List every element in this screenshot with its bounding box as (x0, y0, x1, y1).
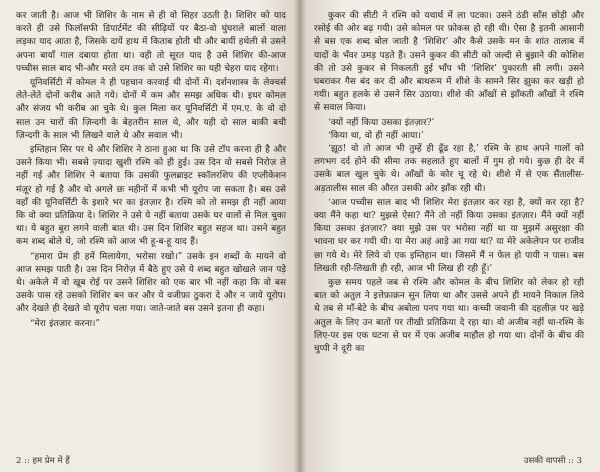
left-paragraph-5: “मेरा इंतज़ार करना।” (30, 318, 100, 329)
left-page-footer: 2 :: हम प्रेम में हैं (16, 456, 70, 466)
left-paragraph-2: यूनिवर्सिटी में कोमल ने ही पहचान करवाई थी दोनों में। दर्शनशास्त्र के लेक्चर्स लेते-लेते दोनों करीब आते गये। दोनों में कम और समझ अधिक थी। इधर कोमल और संजय भी करीब आ चुके थे। कुल मिला कर यूनिवर्सिटी में एम.ए. के वो दो साल उन चारों की ज़िन्दगी के बेहतरीन साल थे, और यही दो साल बाकी बची ज़िन्दगी के साल भी लिखने वाले थे और सवाल भी। (16, 78, 286, 141)
right-paragraph-3: ‘किया था, वो ही नहीं आया।’ (328, 130, 424, 141)
right-paragraph-2: ‘क्यों नहीं किया उसका इंतज़ार?’ (328, 117, 435, 128)
right-paragraph-1: कुकर की सीटी ने रश्मि को यथार्थ में ला पटका। उसने ठंडी साँस छोड़ी और रसोई की ओर बढ़ गयी। उसे कोमल पर फ़ोकस हो रही थी। ऐसा है इतनी आसानी से बस एक शब्द बोल जाती है ‘शिशिर’ और कैसे उसके मन के शांत तालाब में यादों के भँवर उमड़ पड़ते हैं। उसने कुकर की सीटी को जल्दी से बुझाने की कोशिश की तो उसे कुकर से निकलती हुई भाँप भी ‘शिशिर’ पुकारती सी लगी। उसने घबराकर गैस बंद कर दी और बाथरूम में शीशे के सामने सिर झुका कर खड़ी हो गयी। बहुत हलके से उसने सिर उठाया। शीशे की आँखों से झाँकती आँखों ने रश्मि से सवाल किया। (314, 11, 584, 114)
right-page (300, 0, 600, 472)
left-paragraph-4: “हमारा प्रेम ही हमें मिलायेगा, भरोसा रखो।” उसके इन शब्दों के मायने वो आज समझ पाती है। उस दिन निरोज़ में बैठे हुए उसे ये शब्द बहुत खोखले जान पड़े थे। अकेले में वो खूब रोई पर उसने शिशिर को एक बार भी नहीं कहा कि वो बस उसके पास रहे उसको शिशिर बन कर और ये वजीफ़ा ठुकरा दे और न जाये यूरोप। और देखते ही देखते वो यूरोप चला गया। जाते-जाते बस उसने इतना ही कहा। (16, 251, 286, 315)
left-paragraph-3: इम्तिहान सिर पर थे और शिशिर ने ठाना हुआ था कि उसे टॉप करना ही है और उसने किया भी। सबसे ज़्यादा खुशी रश्मि को ही हुई। उस दिन वो सबसे निरोज़ ले नहीं गई और शिशिर ने बताया कि उसकी फुलब्राइट स्कॉलरशिप की एप्लीकेशन मंज़ूर हो गई है और वो अगले छः महीनों में कभी भी यूरोप जा सकता है। बस उसे वहाँ की यूनिवर्सिटी के इशारे भर का इंतज़ार है। रश्मि को तो समझ ही नहीं आया कि वो क्या प्रतिक्रिया दे। शिशिर ने उसे ये नहीं बताया उसके घर वालों से मिल चुका था। ये बहुत बुरा लगने वाली बात थी। उस दिन शिशिर बहुत सहज था। उसने बहुत कम शब्द बोले थे, जो रश्मि को आज भी हू-ब-हू याद हैं। (16, 145, 286, 248)
left-paragraph-1: कर जाती है। आज भी शिशिर के नाम से ही वो सिहर उठती है। शिशिर को याद करते ही उसे फिलॉसफी डिपार्टमेंट की सीढ़ियों पर बैठा-वो घुंघराले बालों वाला लड़का याद आता है, जिसके दायें हाथ में किताब होती थी और बायीं हथेली से उसने अपना बायाँ गाल दबाया होता था। वही तो सूरत याद है उसे शिशिर की-आज पच्चीस साल बाद भी-और मरते दम तक वो उसे शिशिर का यही चेहरा याद रहेगा। (16, 11, 286, 74)
right-paragraph-5: ‘आज पच्चीस साल बाद भी शिशिर मेरा इंतज़ार कर रहा है, क्यों कर रहा है? क्या मैंने कहा था? मुझसे ऐसा? मैंने तो नहीं किया उसका इंतज़ार। मैंने क्यों नहीं किया उसका इंतज़ार? क्या मुझे उस पर भरोसा नहीं था या मुझमें असुरक्षा की भावना घर कर गयी थी। या मेरा अहं आड़े आ गया था? या मेरे अकेलेपन पर राजीव छा गये थे। मेरे लिये वो एक इम्तिहान था। जिसमें मैं न फेल हो पायी न पास। बस लिखती रही-लिखती ही रही, आज भी लिख ही रही हूँ।’ (314, 197, 584, 274)
right-paragraph-6: कुछ समय पहले जब से रश्मि और कोमल के बीच शिशिर को लेकर हो रही बात को अतुल ने इत्तेफ़ाक़न सुन लिया था और उससे अपने ही मायने निकाल लिये थे तब से माँ-बेटे के बीच अबोला पनप गया था। कच्ची जवानी की दहलीज़ पर खड़े अतुल के लिए उन बातों पर तीखी प्रतिक्रिया दे रहा था। वो अजीब नहीं था-रश्मि के लिए-पर इस एक घटना से घर में एक अजीब माहौल हो गया था। दोनों के बीच की चुप्पी ने दूरी का (314, 278, 584, 355)
right-page-footer: उसकी वापसी :: 3 (523, 456, 582, 466)
right-paragraph-4: ‘झूठ! वो तो आज भी तुम्हें ही ढूँढ रहा है,’ रश्मि के हाथ अपने गालों को लगभग दर्द होने की सीमा तक सहलाते हुए बालों में गुम हो गये। कुछ ही देर में उसके बाल खुल चुके थे। आँखों के कोर चू रहे थे। शीशे में से एक सैंतालीस-अड़तालीस साल की औरत उसकी ओर झाँक रही थी। (314, 144, 584, 194)
